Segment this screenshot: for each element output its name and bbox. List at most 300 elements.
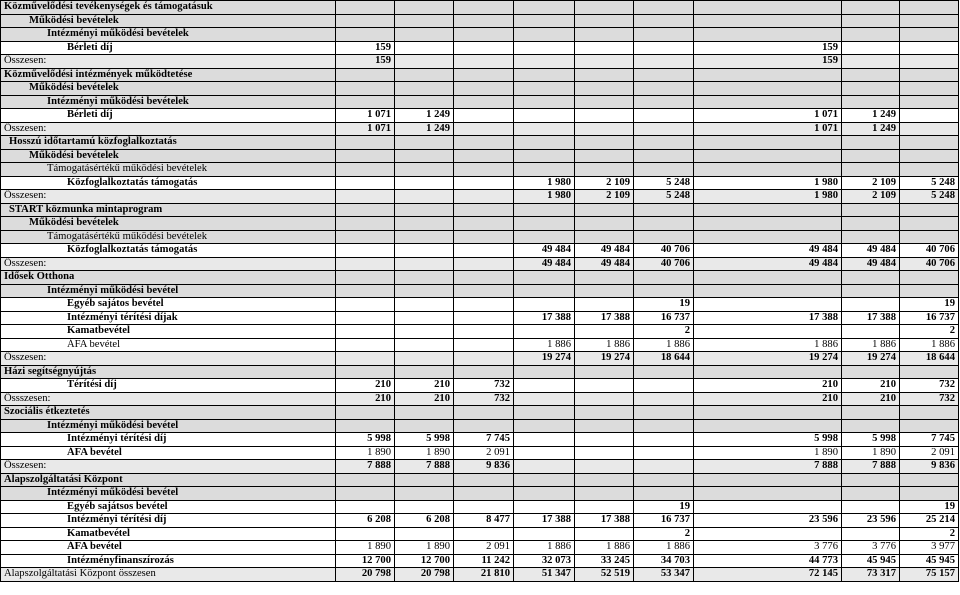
value-cell[interactable]: [634, 14, 694, 28]
value-cell[interactable]: [454, 365, 514, 379]
row-label[interactable]: Összesen:: [1, 55, 336, 69]
value-cell[interactable]: [900, 82, 959, 96]
row-label[interactable]: ÁFA bevétel: [1, 541, 336, 555]
value-cell[interactable]: 2 091: [454, 446, 514, 460]
value-cell[interactable]: [575, 392, 634, 406]
value-cell[interactable]: [395, 28, 454, 42]
value-cell[interactable]: [336, 487, 395, 501]
value-cell[interactable]: [454, 122, 514, 136]
value-cell[interactable]: [454, 28, 514, 42]
value-cell[interactable]: 1 886: [514, 541, 575, 555]
value-cell[interactable]: [454, 163, 514, 177]
value-cell[interactable]: [575, 460, 634, 474]
value-cell[interactable]: [395, 311, 454, 325]
row-label[interactable]: Működési bevételek: [1, 82, 336, 96]
value-cell[interactable]: [694, 136, 842, 150]
value-cell[interactable]: [395, 473, 454, 487]
value-cell[interactable]: [900, 163, 959, 177]
value-cell[interactable]: 1 890: [395, 446, 454, 460]
value-cell[interactable]: [900, 487, 959, 501]
value-cell[interactable]: [694, 1, 842, 15]
row-label[interactable]: Intézményi térítési díj: [1, 514, 336, 528]
value-cell[interactable]: [395, 527, 454, 541]
value-cell[interactable]: 1 249: [842, 109, 900, 123]
value-cell[interactable]: [694, 230, 842, 244]
row-label[interactable]: Működési bevételek: [1, 14, 336, 28]
value-cell[interactable]: [634, 68, 694, 82]
value-cell[interactable]: [842, 527, 900, 541]
value-cell[interactable]: 12 700: [395, 554, 454, 568]
value-cell[interactable]: [454, 95, 514, 109]
value-cell[interactable]: [454, 244, 514, 258]
value-cell[interactable]: [336, 217, 395, 231]
value-cell[interactable]: [575, 82, 634, 96]
value-cell[interactable]: [395, 176, 454, 190]
value-cell[interactable]: 51 347: [514, 568, 575, 582]
value-cell[interactable]: [514, 41, 575, 55]
value-cell[interactable]: [900, 136, 959, 150]
value-cell[interactable]: 3 977: [900, 541, 959, 555]
value-cell[interactable]: [454, 325, 514, 339]
value-cell[interactable]: [514, 365, 575, 379]
value-cell[interactable]: [842, 406, 900, 420]
value-cell[interactable]: 19 274: [514, 352, 575, 366]
value-cell[interactable]: [454, 419, 514, 433]
value-cell[interactable]: [575, 14, 634, 28]
value-cell[interactable]: 17 388: [694, 311, 842, 325]
value-cell[interactable]: [575, 419, 634, 433]
value-cell[interactable]: [634, 379, 694, 393]
value-cell[interactable]: [634, 284, 694, 298]
value-cell[interactable]: 18 644: [900, 352, 959, 366]
value-cell[interactable]: 40 706: [900, 257, 959, 271]
value-cell[interactable]: [694, 14, 842, 28]
value-cell[interactable]: [575, 230, 634, 244]
value-cell[interactable]: [454, 257, 514, 271]
value-cell[interactable]: [900, 14, 959, 28]
value-cell[interactable]: [634, 419, 694, 433]
value-cell[interactable]: 19: [634, 500, 694, 514]
value-cell[interactable]: [395, 271, 454, 285]
value-cell[interactable]: [842, 500, 900, 514]
value-cell[interactable]: 7 745: [900, 433, 959, 447]
value-cell[interactable]: [575, 122, 634, 136]
value-cell[interactable]: [694, 473, 842, 487]
value-cell[interactable]: [634, 95, 694, 109]
value-cell[interactable]: 2 091: [454, 541, 514, 555]
value-cell[interactable]: [454, 284, 514, 298]
value-cell[interactable]: [900, 28, 959, 42]
value-cell[interactable]: 45 945: [842, 554, 900, 568]
value-cell[interactable]: [575, 271, 634, 285]
value-cell[interactable]: [900, 41, 959, 55]
value-cell[interactable]: 7 888: [395, 460, 454, 474]
row-label[interactable]: Intézményi működési bevételek: [1, 28, 336, 42]
value-cell[interactable]: [514, 55, 575, 69]
value-cell[interactable]: [575, 1, 634, 15]
value-cell[interactable]: [336, 284, 395, 298]
value-cell[interactable]: 19: [634, 298, 694, 312]
row-label[interactable]: Közművelődési intézmények működtetése: [1, 68, 336, 82]
value-cell[interactable]: 72 145: [694, 568, 842, 582]
value-cell[interactable]: 34 703: [634, 554, 694, 568]
value-cell[interactable]: [575, 68, 634, 82]
value-cell[interactable]: [514, 109, 575, 123]
value-cell[interactable]: [634, 433, 694, 447]
value-cell[interactable]: 49 484: [575, 244, 634, 258]
value-cell[interactable]: [514, 298, 575, 312]
row-label[interactable]: Egyéb sajátsos bevétel: [1, 500, 336, 514]
value-cell[interactable]: [694, 298, 842, 312]
value-cell[interactable]: [575, 217, 634, 231]
value-cell[interactable]: [694, 487, 842, 501]
value-cell[interactable]: [634, 163, 694, 177]
value-cell[interactable]: [842, 55, 900, 69]
value-cell[interactable]: 1 890: [336, 541, 395, 555]
value-cell[interactable]: [514, 284, 575, 298]
value-cell[interactable]: [575, 433, 634, 447]
value-cell[interactable]: 11 242: [454, 554, 514, 568]
value-cell[interactable]: [336, 82, 395, 96]
row-label[interactable]: Bérleti díj: [1, 41, 336, 55]
value-cell[interactable]: 1 980: [514, 176, 575, 190]
value-cell[interactable]: 17 388: [514, 311, 575, 325]
value-cell[interactable]: [395, 352, 454, 366]
value-cell[interactable]: 49 484: [694, 244, 842, 258]
value-cell[interactable]: [634, 28, 694, 42]
value-cell[interactable]: 3 776: [694, 541, 842, 555]
value-cell[interactable]: [514, 473, 575, 487]
value-cell[interactable]: 49 484: [575, 257, 634, 271]
value-cell[interactable]: [336, 190, 395, 204]
value-cell[interactable]: 17 388: [575, 311, 634, 325]
value-cell[interactable]: [842, 217, 900, 231]
value-cell[interactable]: [454, 82, 514, 96]
value-cell[interactable]: 33 245: [575, 554, 634, 568]
value-cell[interactable]: [694, 95, 842, 109]
value-cell[interactable]: 49 484: [842, 244, 900, 258]
value-cell[interactable]: [900, 203, 959, 217]
value-cell[interactable]: 2 109: [575, 190, 634, 204]
value-cell[interactable]: [575, 500, 634, 514]
value-cell[interactable]: [842, 163, 900, 177]
value-cell[interactable]: 210: [336, 392, 395, 406]
value-cell[interactable]: [575, 284, 634, 298]
value-cell[interactable]: [694, 149, 842, 163]
value-cell[interactable]: [900, 55, 959, 69]
value-cell[interactable]: 12 700: [336, 554, 395, 568]
value-cell[interactable]: [575, 55, 634, 69]
value-cell[interactable]: [454, 149, 514, 163]
row-label[interactable]: Intézményi térítési díjak: [1, 311, 336, 325]
value-cell[interactable]: [395, 82, 454, 96]
value-cell[interactable]: [336, 500, 395, 514]
value-cell[interactable]: [395, 500, 454, 514]
value-cell[interactable]: [395, 487, 454, 501]
value-cell[interactable]: [634, 446, 694, 460]
value-cell[interactable]: [514, 28, 575, 42]
value-cell[interactable]: [336, 163, 395, 177]
value-cell[interactable]: [514, 446, 575, 460]
value-cell[interactable]: 19: [900, 298, 959, 312]
value-cell[interactable]: [842, 298, 900, 312]
value-cell[interactable]: 1 886: [694, 338, 842, 352]
value-cell[interactable]: [842, 284, 900, 298]
value-cell[interactable]: 210: [395, 392, 454, 406]
value-cell[interactable]: [842, 487, 900, 501]
value-cell[interactable]: 1 249: [842, 122, 900, 136]
value-cell[interactable]: 20 798: [336, 568, 395, 582]
value-cell[interactable]: 2 109: [575, 176, 634, 190]
row-label[interactable]: Egyéb sajátos bevétel: [1, 298, 336, 312]
value-cell[interactable]: [694, 217, 842, 231]
value-cell[interactable]: [694, 68, 842, 82]
value-cell[interactable]: 210: [842, 379, 900, 393]
value-cell[interactable]: 1 980: [694, 176, 842, 190]
value-cell[interactable]: 2 109: [842, 176, 900, 190]
value-cell[interactable]: [842, 419, 900, 433]
value-cell[interactable]: [514, 82, 575, 96]
value-cell[interactable]: 2: [634, 325, 694, 339]
value-cell[interactable]: [634, 203, 694, 217]
value-cell[interactable]: [575, 95, 634, 109]
value-cell[interactable]: [454, 136, 514, 150]
value-cell[interactable]: 17 388: [514, 514, 575, 528]
value-cell[interactable]: 21 810: [454, 568, 514, 582]
row-label[interactable]: Kamatbevétel: [1, 527, 336, 541]
value-cell[interactable]: [514, 271, 575, 285]
value-cell[interactable]: [336, 95, 395, 109]
value-cell[interactable]: 210: [694, 379, 842, 393]
value-cell[interactable]: 49 484: [514, 257, 575, 271]
value-cell[interactable]: 1 071: [336, 109, 395, 123]
value-cell[interactable]: [634, 392, 694, 406]
value-cell[interactable]: [842, 68, 900, 82]
value-cell[interactable]: 1 886: [575, 338, 634, 352]
value-cell[interactable]: 159: [694, 55, 842, 69]
row-label[interactable]: Összesen:: [1, 352, 336, 366]
row-label[interactable]: Intézményi működési bevétel: [1, 419, 336, 433]
row-label[interactable]: Működési bevételek: [1, 217, 336, 231]
value-cell[interactable]: [694, 271, 842, 285]
value-cell[interactable]: 40 706: [634, 244, 694, 258]
value-cell[interactable]: [395, 190, 454, 204]
value-cell[interactable]: 75 157: [900, 568, 959, 582]
value-cell[interactable]: 2 091: [900, 446, 959, 460]
value-cell[interactable]: [900, 365, 959, 379]
value-cell[interactable]: 1 890: [336, 446, 395, 460]
value-cell[interactable]: [694, 527, 842, 541]
value-cell[interactable]: [336, 28, 395, 42]
value-cell[interactable]: [395, 68, 454, 82]
value-cell[interactable]: [575, 325, 634, 339]
value-cell[interactable]: [336, 352, 395, 366]
value-cell[interactable]: 3 776: [842, 541, 900, 555]
value-cell[interactable]: 2: [900, 325, 959, 339]
value-cell[interactable]: [336, 473, 395, 487]
value-cell[interactable]: [634, 230, 694, 244]
value-cell[interactable]: [900, 122, 959, 136]
value-cell[interactable]: [336, 419, 395, 433]
value-cell[interactable]: [514, 149, 575, 163]
value-cell[interactable]: 7 888: [842, 460, 900, 474]
value-cell[interactable]: [694, 406, 842, 420]
value-cell[interactable]: [575, 136, 634, 150]
value-cell[interactable]: [694, 82, 842, 96]
value-cell[interactable]: 5 998: [395, 433, 454, 447]
value-cell[interactable]: [336, 406, 395, 420]
row-label[interactable]: Támogatásértékű működési bevételek: [1, 230, 336, 244]
row-label[interactable]: Támogatásértékű működési bevételek: [1, 163, 336, 177]
value-cell[interactable]: [514, 500, 575, 514]
value-cell[interactable]: [842, 28, 900, 42]
value-cell[interactable]: [395, 55, 454, 69]
value-cell[interactable]: [575, 163, 634, 177]
value-cell[interactable]: 73 317: [842, 568, 900, 582]
value-cell[interactable]: 1 890: [842, 446, 900, 460]
row-label[interactable]: Működési bevételek: [1, 149, 336, 163]
value-cell[interactable]: [842, 41, 900, 55]
value-cell[interactable]: [454, 271, 514, 285]
value-cell[interactable]: [336, 203, 395, 217]
value-cell[interactable]: [842, 95, 900, 109]
value-cell[interactable]: [900, 1, 959, 15]
value-cell[interactable]: [395, 149, 454, 163]
value-cell[interactable]: 49 484: [842, 257, 900, 271]
value-cell[interactable]: [514, 433, 575, 447]
value-cell[interactable]: [900, 473, 959, 487]
value-cell[interactable]: [842, 230, 900, 244]
value-cell[interactable]: [336, 68, 395, 82]
value-cell[interactable]: [694, 500, 842, 514]
value-cell[interactable]: [336, 527, 395, 541]
value-cell[interactable]: [514, 122, 575, 136]
value-cell[interactable]: 19 274: [575, 352, 634, 366]
value-cell[interactable]: [575, 473, 634, 487]
value-cell[interactable]: 1 980: [694, 190, 842, 204]
value-cell[interactable]: 19 274: [694, 352, 842, 366]
value-cell[interactable]: [395, 365, 454, 379]
value-cell[interactable]: [514, 217, 575, 231]
value-cell[interactable]: [454, 338, 514, 352]
value-cell[interactable]: [395, 203, 454, 217]
row-label[interactable]: Hosszú időtartamú közfoglalkoztatás: [1, 136, 336, 150]
value-cell[interactable]: [454, 1, 514, 15]
row-label[interactable]: Közfoglalkoztatás támogatás: [1, 176, 336, 190]
value-cell[interactable]: [634, 271, 694, 285]
value-cell[interactable]: 5 998: [694, 433, 842, 447]
value-cell[interactable]: [395, 244, 454, 258]
value-cell[interactable]: [454, 41, 514, 55]
value-cell[interactable]: 44 773: [694, 554, 842, 568]
value-cell[interactable]: [575, 149, 634, 163]
row-label[interactable]: Közművelődési tevékenységek és támogatásuk: [1, 1, 336, 15]
value-cell[interactable]: 1 886: [575, 541, 634, 555]
value-cell[interactable]: 5 998: [336, 433, 395, 447]
value-cell[interactable]: 732: [900, 392, 959, 406]
value-cell[interactable]: [395, 163, 454, 177]
value-cell[interactable]: 5 998: [842, 433, 900, 447]
value-cell[interactable]: [336, 230, 395, 244]
value-cell[interactable]: [514, 163, 575, 177]
row-label[interactable]: ÁFA bevétel: [1, 338, 336, 352]
value-cell[interactable]: 732: [900, 379, 959, 393]
value-cell[interactable]: 5 248: [900, 176, 959, 190]
value-cell[interactable]: [395, 217, 454, 231]
value-cell[interactable]: [336, 338, 395, 352]
value-cell[interactable]: 49 484: [694, 257, 842, 271]
value-cell[interactable]: 9 836: [454, 460, 514, 474]
value-cell[interactable]: [395, 325, 454, 339]
value-cell[interactable]: 210: [842, 392, 900, 406]
value-cell[interactable]: 210: [336, 379, 395, 393]
value-cell[interactable]: [454, 217, 514, 231]
value-cell[interactable]: 159: [694, 41, 842, 55]
value-cell[interactable]: [634, 149, 694, 163]
value-cell[interactable]: 210: [395, 379, 454, 393]
value-cell[interactable]: 23 596: [842, 514, 900, 528]
value-cell[interactable]: [575, 298, 634, 312]
value-cell[interactable]: [634, 41, 694, 55]
value-cell[interactable]: [842, 136, 900, 150]
value-cell[interactable]: [336, 136, 395, 150]
value-cell[interactable]: [634, 1, 694, 15]
value-cell[interactable]: [900, 284, 959, 298]
value-cell[interactable]: 732: [454, 379, 514, 393]
value-cell[interactable]: 52 519: [575, 568, 634, 582]
value-cell[interactable]: [575, 487, 634, 501]
value-cell[interactable]: [395, 14, 454, 28]
value-cell[interactable]: [575, 406, 634, 420]
row-label[interactable]: Összesen:: [1, 257, 336, 271]
value-cell[interactable]: [514, 14, 575, 28]
value-cell[interactable]: 6 208: [336, 514, 395, 528]
value-cell[interactable]: [842, 82, 900, 96]
value-cell[interactable]: [634, 365, 694, 379]
value-cell[interactable]: [336, 14, 395, 28]
value-cell[interactable]: 6 208: [395, 514, 454, 528]
value-cell[interactable]: [514, 392, 575, 406]
value-cell[interactable]: 9 836: [900, 460, 959, 474]
value-cell[interactable]: [634, 122, 694, 136]
row-label[interactable]: Alapszolgáltatási Központ: [1, 473, 336, 487]
value-cell[interactable]: [514, 406, 575, 420]
value-cell[interactable]: [575, 41, 634, 55]
value-cell[interactable]: [514, 487, 575, 501]
value-cell[interactable]: [694, 419, 842, 433]
value-cell[interactable]: 7 745: [454, 433, 514, 447]
value-cell[interactable]: [694, 163, 842, 177]
value-cell[interactable]: [900, 217, 959, 231]
value-cell[interactable]: [454, 176, 514, 190]
value-cell[interactable]: [514, 136, 575, 150]
value-cell[interactable]: [900, 149, 959, 163]
value-cell[interactable]: [634, 109, 694, 123]
value-cell[interactable]: 16 737: [634, 514, 694, 528]
value-cell[interactable]: [575, 109, 634, 123]
value-cell[interactable]: [514, 460, 575, 474]
value-cell[interactable]: [634, 136, 694, 150]
value-cell[interactable]: [454, 203, 514, 217]
value-cell[interactable]: [454, 473, 514, 487]
value-cell[interactable]: 8 477: [454, 514, 514, 528]
value-cell[interactable]: 5 248: [634, 190, 694, 204]
value-cell[interactable]: [336, 176, 395, 190]
value-cell[interactable]: [900, 406, 959, 420]
value-cell[interactable]: [900, 95, 959, 109]
value-cell[interactable]: 1 886: [634, 338, 694, 352]
value-cell[interactable]: [514, 379, 575, 393]
